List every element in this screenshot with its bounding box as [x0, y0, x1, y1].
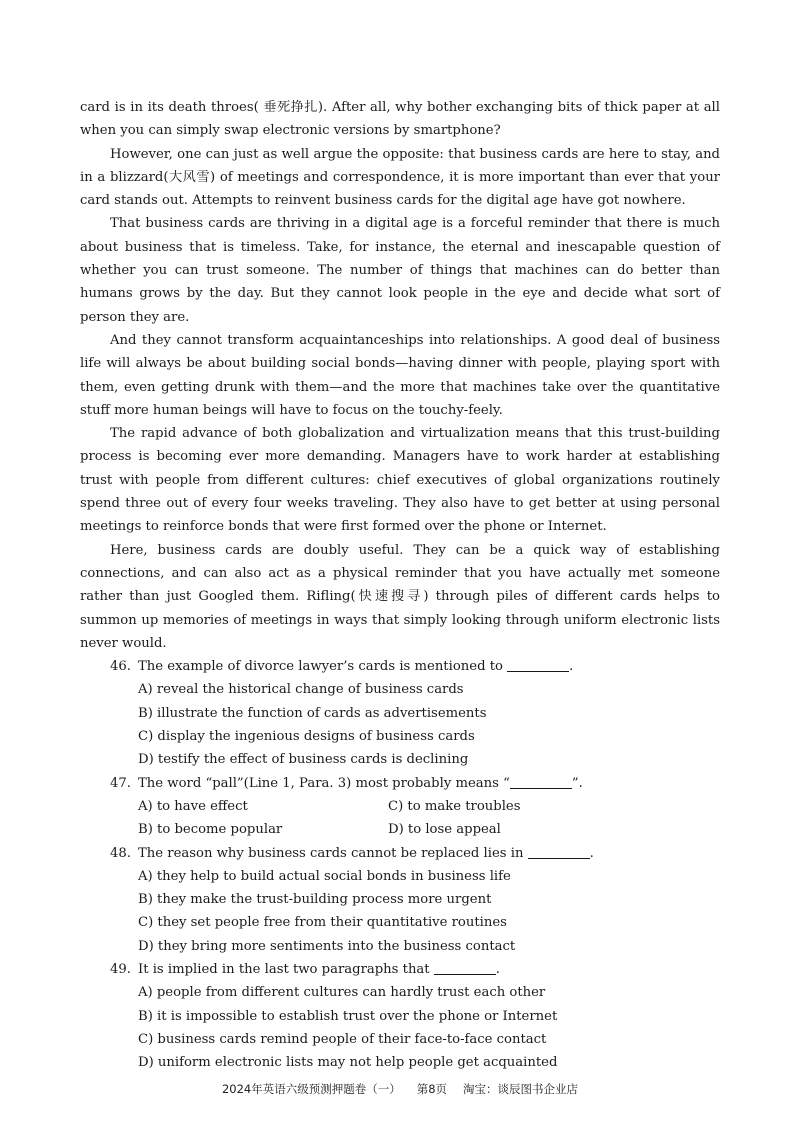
question-number: 47.	[110, 775, 131, 791]
question-text-end: .	[589, 845, 594, 861]
option-c: C) business cards remind people of their face-to-face contact	[138, 1031, 547, 1047]
option-a: A) reveal the historical change of business cards	[138, 682, 464, 698]
question-text-end: .	[569, 659, 574, 675]
option-row-1	[80, 795, 720, 818]
page-footer	[0, 1081, 800, 1097]
question-stem	[80, 655, 720, 678]
reading-passage	[80, 96, 720, 655]
question-text-end: ”.	[571, 775, 583, 791]
option-c: C) to make troubles	[388, 798, 521, 814]
footer-shop: 淘宝：谈辰图书企业店	[463, 1082, 579, 1096]
option-a: A) people from different cultures can hardly trust each other	[138, 985, 546, 1001]
option-d: D) uniform electronic lists may not help people get acquainted	[138, 1055, 558, 1071]
document-page	[80, 96, 720, 1074]
question-text: The example of divorce lawyer’s cards is mentioned to	[138, 659, 508, 675]
question-47	[80, 772, 720, 842]
question-number: 49.	[110, 961, 131, 977]
question-number: 46.	[110, 659, 131, 675]
answer-blank	[528, 844, 590, 859]
option-d: D) testify the effect of business cards is declining	[138, 752, 469, 768]
passage-paragraph-2: However, one can just as well argue the opposite: that business cards are here to stay, and in a blizzard(大风雪) of meetings and correspondence, it is more important than ever that your card stands out. Attempts to reinvent business cards for the digital age have got nowhere.	[80, 146, 720, 209]
question-stem	[80, 958, 720, 981]
question-stem	[80, 772, 720, 795]
question-text: The word “pall”(Line 1, Para. 3) most probably means “	[138, 775, 510, 791]
footer-page-number: 第8页	[416, 1082, 448, 1096]
passage-paragraph-6: Here, business cards are doubly useful. They can be a quick way of establishing connections, and can also act as a physical reminder that you have actually met someone rather than just Googled them. Rifling(快速搜寻) through piles of different cards helps to summon up memories of meetings in ways that simply looking through uniform electronic lists never would.	[80, 542, 720, 651]
option-c: C) they set people free from their quantitative routines	[138, 915, 507, 931]
option-b: B) they make the trust-building process more urgent	[138, 892, 492, 908]
question-text-end: .	[495, 961, 500, 977]
option-a: A) to have effect	[138, 798, 248, 814]
question-text: It is implied in the last two paragraphs that	[138, 961, 434, 977]
question-48	[80, 842, 720, 958]
option-d: D) they bring more sentiments into the business contact	[138, 938, 516, 954]
option-b: B) it is impossible to establish trust over the phone or Internet	[138, 1008, 558, 1024]
option-b: B) to become popular	[138, 822, 283, 838]
answer-blank	[434, 960, 496, 975]
question-text: The reason why business cards cannot be replaced lies in	[138, 845, 528, 861]
question-stem	[80, 842, 720, 865]
question-list	[80, 655, 720, 1074]
option-a: A) they help to build actual social bonds in business life	[138, 868, 511, 884]
passage-paragraph-3: That business cards are thriving in a digital age is a forceful reminder that there is much about business that is timeless. Take, for instance, the eternal and inescapable question of whether you can trust someone. The number of things that machines can do better than humans grows by the day. But they cannot look people in the eye and decide what sort of person they are.	[80, 216, 720, 325]
option-row-2	[80, 818, 720, 841]
option-c: C) display the ingenious designs of business cards	[138, 729, 475, 745]
option-b: B) illustrate the function of cards as advertisements	[138, 705, 487, 721]
footer-title: 2024年英语六级预测押题卷（一）	[221, 1082, 401, 1096]
option-d: D) to lose appeal	[388, 822, 501, 838]
question-46	[80, 655, 720, 771]
answer-blank	[510, 774, 572, 789]
question-49	[80, 958, 720, 1074]
answer-blank	[507, 657, 569, 672]
passage-paragraph-1: card is in its death throes( 垂死挣扎). After all, why bother exchanging bits of thick paper at all when you can simply swap electronic versions by smartphone?	[80, 100, 720, 139]
question-number: 48.	[110, 845, 131, 861]
passage-paragraph-4: And they cannot transform acquaintanceships into relationships. A good deal of business life will always be about building social bonds—having dinner with people, playing sport with them, even getting drunk with them—and the more that machines take over the quantitative stuff more human beings will have to focus on the touchy-feely.	[80, 332, 720, 418]
passage-paragraph-5: The rapid advance of both globalization and virtualization means that this trust-building process is becoming ever more demanding. Managers have to work harder at establishing trust with people from different cultures: chief executives of global organizations routinely spend three out of every four weeks traveling. They also have to get better at using personal meetings to reinforce bonds that were first formed over the phone or Internet.	[80, 426, 720, 535]
